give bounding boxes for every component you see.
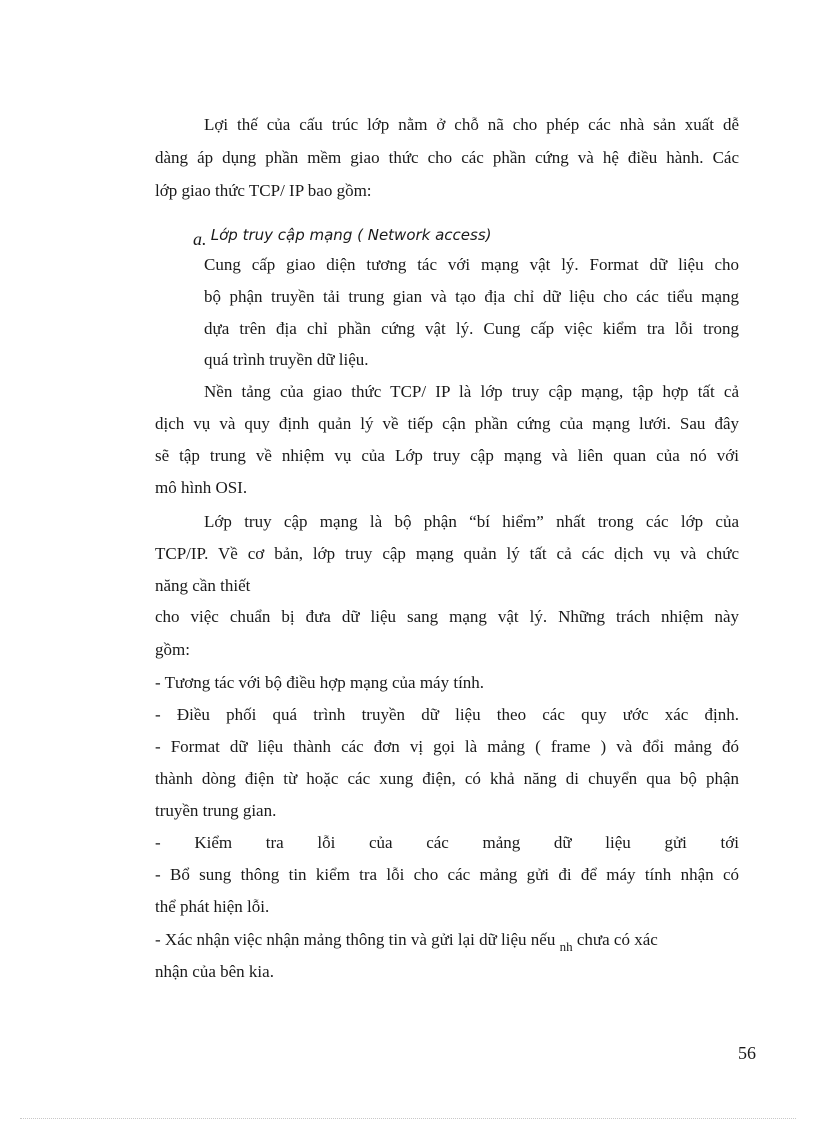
hidden-line-5: gồm: — [155, 640, 190, 659]
hidden-line-3: năng cần thiết — [155, 576, 251, 595]
confirm-text-after: chưa có xác — [572, 930, 658, 949]
task-line-5: truyền trung gian. — [155, 801, 277, 820]
task-line-6: - Kiểm tra lỗi của các mảng dữ liệu gửi tới — [155, 833, 739, 852]
hidden-line-4: cho việc chuẩn bị đưa dữ liệu sang mạng vật lý. Những trách nhiệm này — [155, 607, 739, 626]
task-line-2: - Điều phối quá trình truyền dữ liệu theo các quy ước xác định. — [155, 705, 739, 724]
footer-rule — [20, 1118, 796, 1119]
confirm-line-2: nhận của bên kia. — [155, 962, 274, 981]
task-line-4: thành dòng điện từ hoặc các xung điện, có khả năng di chuyển qua bộ phận — [155, 769, 739, 788]
confirm-line-1 — [155, 930, 658, 954]
description-line-1: Cung cấp giao diện tương tác với mạng vật lý. Format dữ liệu cho — [204, 255, 739, 274]
confirm-subscript: nh — [559, 939, 573, 954]
confirm-text-before: - Xác nhận việc nhận mảng thông tin và gửi lại dữ liệu nếu — [155, 930, 560, 949]
description-line-3: dựa trên địa chỉ phần cứng vật lý. Cung cấp việc kiểm tra lỗi trong — [204, 319, 739, 338]
hidden-line-1: Lớp truy cập mạng là bộ phận “bí hiểm” nhất trong các lớp của — [204, 512, 739, 531]
task-line-1: - Tương tác với bộ điều hợp mạng của máy tính. — [155, 673, 485, 692]
foundation-line-3: sẽ tập trung về nhiệm vụ của Lớp truy cập mạng và liên quan của nó với — [155, 446, 739, 465]
foundation-line-1: Nền tảng của giao thức TCP/ IP là lớp truy cập mạng, tập hợp tất cả — [204, 382, 739, 401]
intro-line-1: Lợi thế của cấu trúc lớp nằm ở chỗ nã cho phép các nhà sản xuất dễ — [204, 115, 739, 134]
foundation-line-4: mô hình OSI. — [155, 478, 248, 497]
hidden-line-2: TCP/IP. Về cơ bản, lớp truy cập mạng quản lý tất cả các dịch vụ và chức — [155, 544, 739, 563]
section-heading-text: Lớp truy cập mạng ( Network access) — [210, 226, 492, 244]
intro-line-3: lớp giao thức TCP/ IP bao gồm: — [155, 181, 372, 200]
intro-line-2: dàng áp dụng phần mềm giao thức cho các phần cứng và hệ điều hành. Các — [155, 148, 739, 167]
task-line-8: thể phát hiện lỗi. — [155, 897, 270, 916]
foundation-line-2: dịch vụ và quy định quản lý về tiếp cận phần cứng của mạng lưới. Sau đây — [155, 414, 739, 433]
section-heading-marker: a. — [193, 229, 207, 249]
description-line-4: quá trình truyền dữ liệu. — [204, 350, 369, 369]
description-line-2: bộ phận truyền tải trung gian và tạo địa chỉ dữ liệu cho các tiểu mạng — [204, 287, 739, 306]
task-line-7: - Bổ sung thông tin kiểm tra lỗi cho các mảng gửi đi để máy tính nhận có — [155, 865, 739, 884]
task-line-3: - Format dữ liệu thành các đơn vị gọi là mảng ( frame ) và đổi mảng đó — [155, 737, 739, 756]
page-number: 56 — [738, 1043, 756, 1063]
section-heading — [193, 226, 492, 250]
